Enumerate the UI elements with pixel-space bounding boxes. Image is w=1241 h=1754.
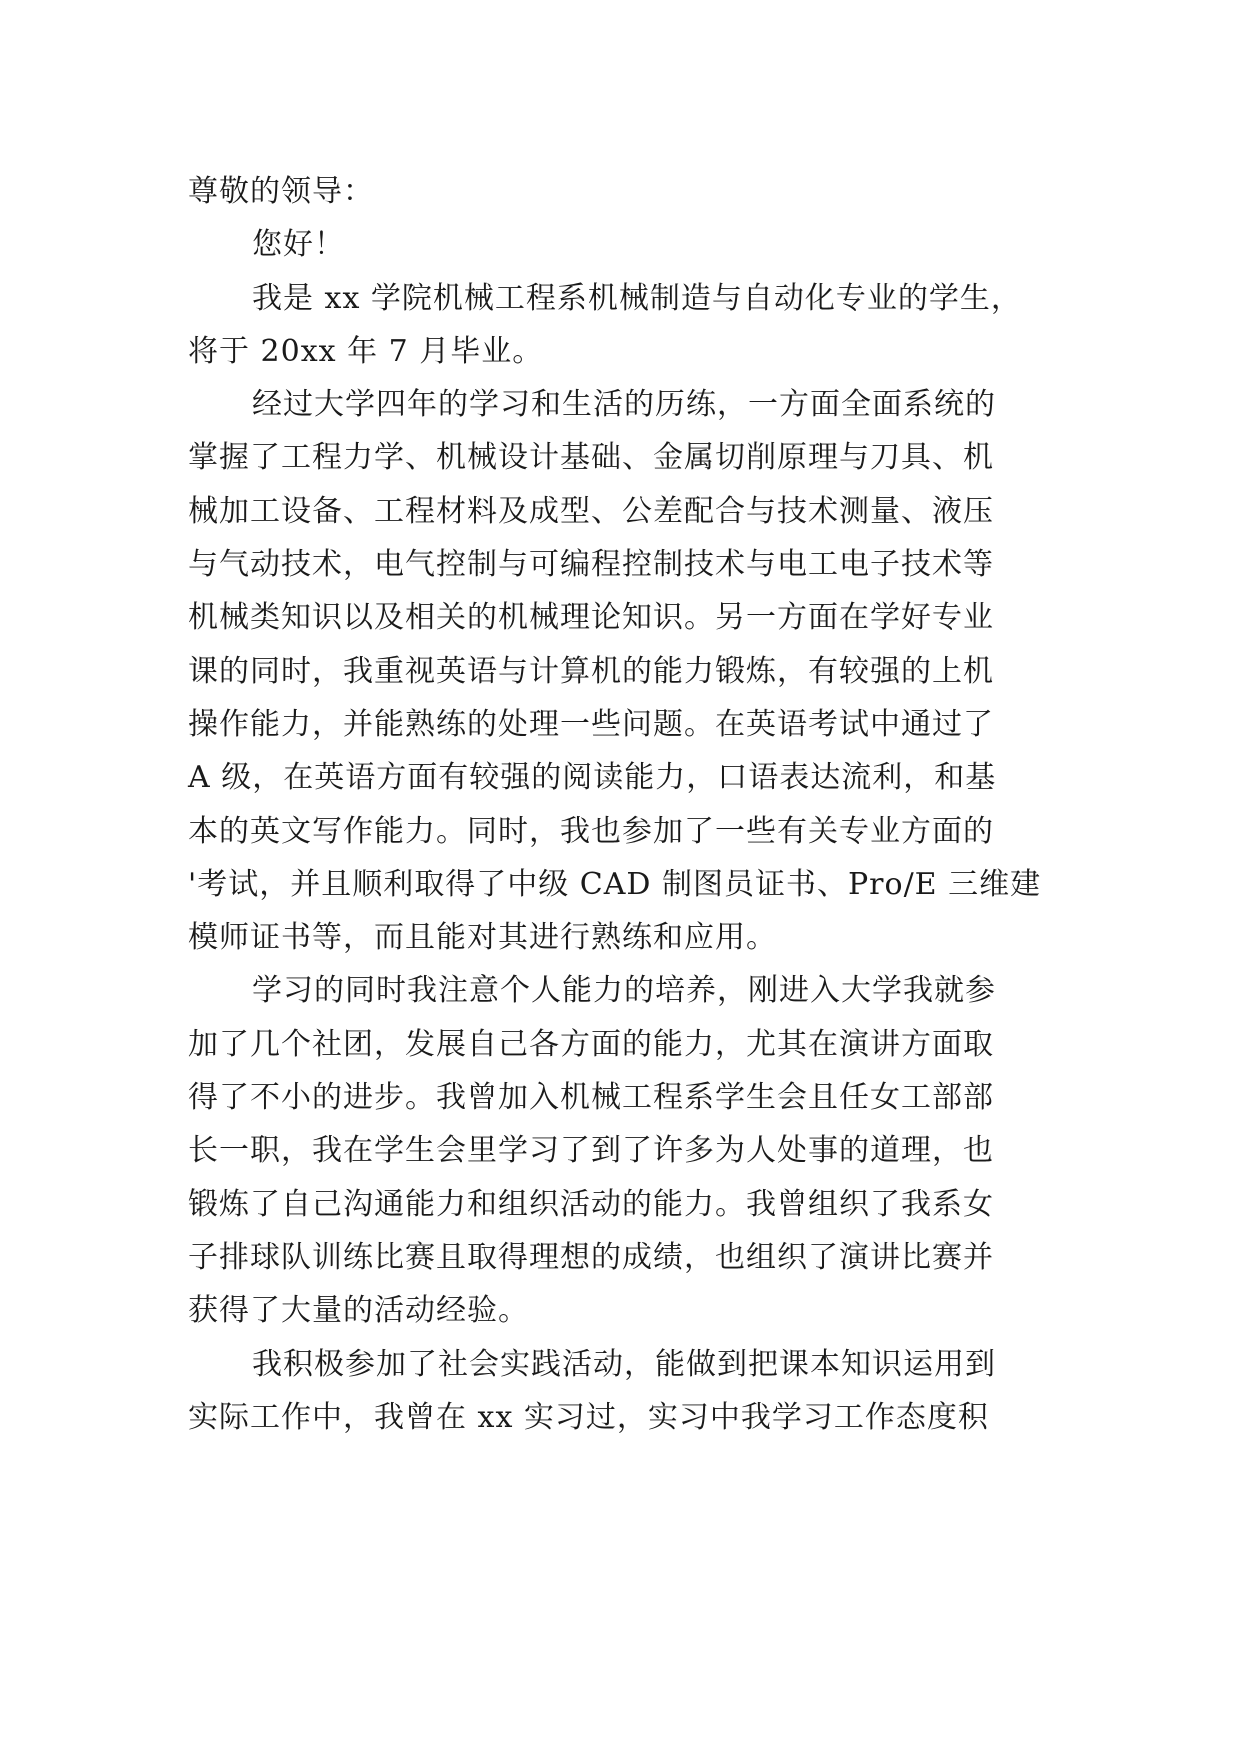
paragraph-3-line-7: 获得了大量的活动经验。 [188, 1293, 529, 1329]
paragraph-2-line-3: 械加工设备、工程材料及成型、公差配合与技术测量、液压 [188, 493, 994, 529]
paragraph-1-line-1: 我是 xx 学院机械工程系机械制造与自动化专业的学生， [252, 280, 1022, 316]
paragraph-2-line-11: 模师证书等，而且能对其进行熟练和应用。 [188, 920, 777, 956]
paragraph-4-line-1: 我积极参加了社会实践活动，能做到把课本知识运用到 [252, 1346, 996, 1382]
paragraph-2-line-4: 与气动技术，电气控制与可编程控制技术与电工电子技术等 [188, 547, 994, 583]
paragraph-3-line-2: 加了几个社团，发展自己各方面的能力，尤其在演讲方面取 [188, 1026, 994, 1062]
letter-body [188, 165, 1068, 1444]
paragraph-2-line-8: A 级，在英语方面有较强的阅读能力，口语表达流利，和基 [188, 760, 997, 796]
paragraph-4-line-2: 实际工作中，我曾在 xx 实习过，实习中我学习工作态度积 [188, 1399, 989, 1435]
paragraph-2-line-5: 机械类知识以及相关的机械理论知识。另一方面在学好专业 [188, 600, 994, 636]
salutation: 尊敬的领导： [188, 174, 374, 209]
paragraph-2-line-1: 经过大学四年的学习和生活的历练，一方面全面系统的 [252, 387, 996, 423]
paragraph-2-line-10: '考试，并且顺利取得了中级 CAD 制图员证书、Pro/E 三维建 [188, 866, 1042, 902]
paragraph-2-line-2: 掌握了工程力学、机械设计基础、金属切削原理与刀具、机 [188, 440, 994, 476]
greeting: 您好！ [252, 227, 345, 263]
paragraph-3-line-3: 得了不小的进步。我曾加入机械工程系学生会且任女工部部 [188, 1080, 994, 1116]
paragraph-1-line-2: 将于 20xx 年 7 月毕业。 [188, 333, 544, 369]
paragraph-2-line-7: 操作能力，并能熟练的处理一些问题。在英语考试中通过了 [188, 706, 994, 742]
paragraph-3-line-5: 锻炼了自己沟通能力和组织活动的能力。我曾组织了我系女 [188, 1186, 994, 1222]
paragraph-3-line-4: 长一职，我在学生会里学习了到了许多为人处事的道理，也 [188, 1133, 994, 1169]
paragraph-2-line-6: 课的同时，我重视英语与计算机的能力锻炼，有较强的上机 [188, 653, 994, 689]
paragraph-3-line-6: 子排球队训练比赛且取得理想的成绩，也组织了演讲比赛并 [188, 1239, 994, 1275]
paragraph-2-line-9: 本的英文写作能力。同时，我也参加了一些有关专业方面的 [188, 813, 994, 849]
paragraph-3-line-1: 学习的同时我注意个人能力的培养，刚进入大学我就参 [252, 973, 996, 1009]
